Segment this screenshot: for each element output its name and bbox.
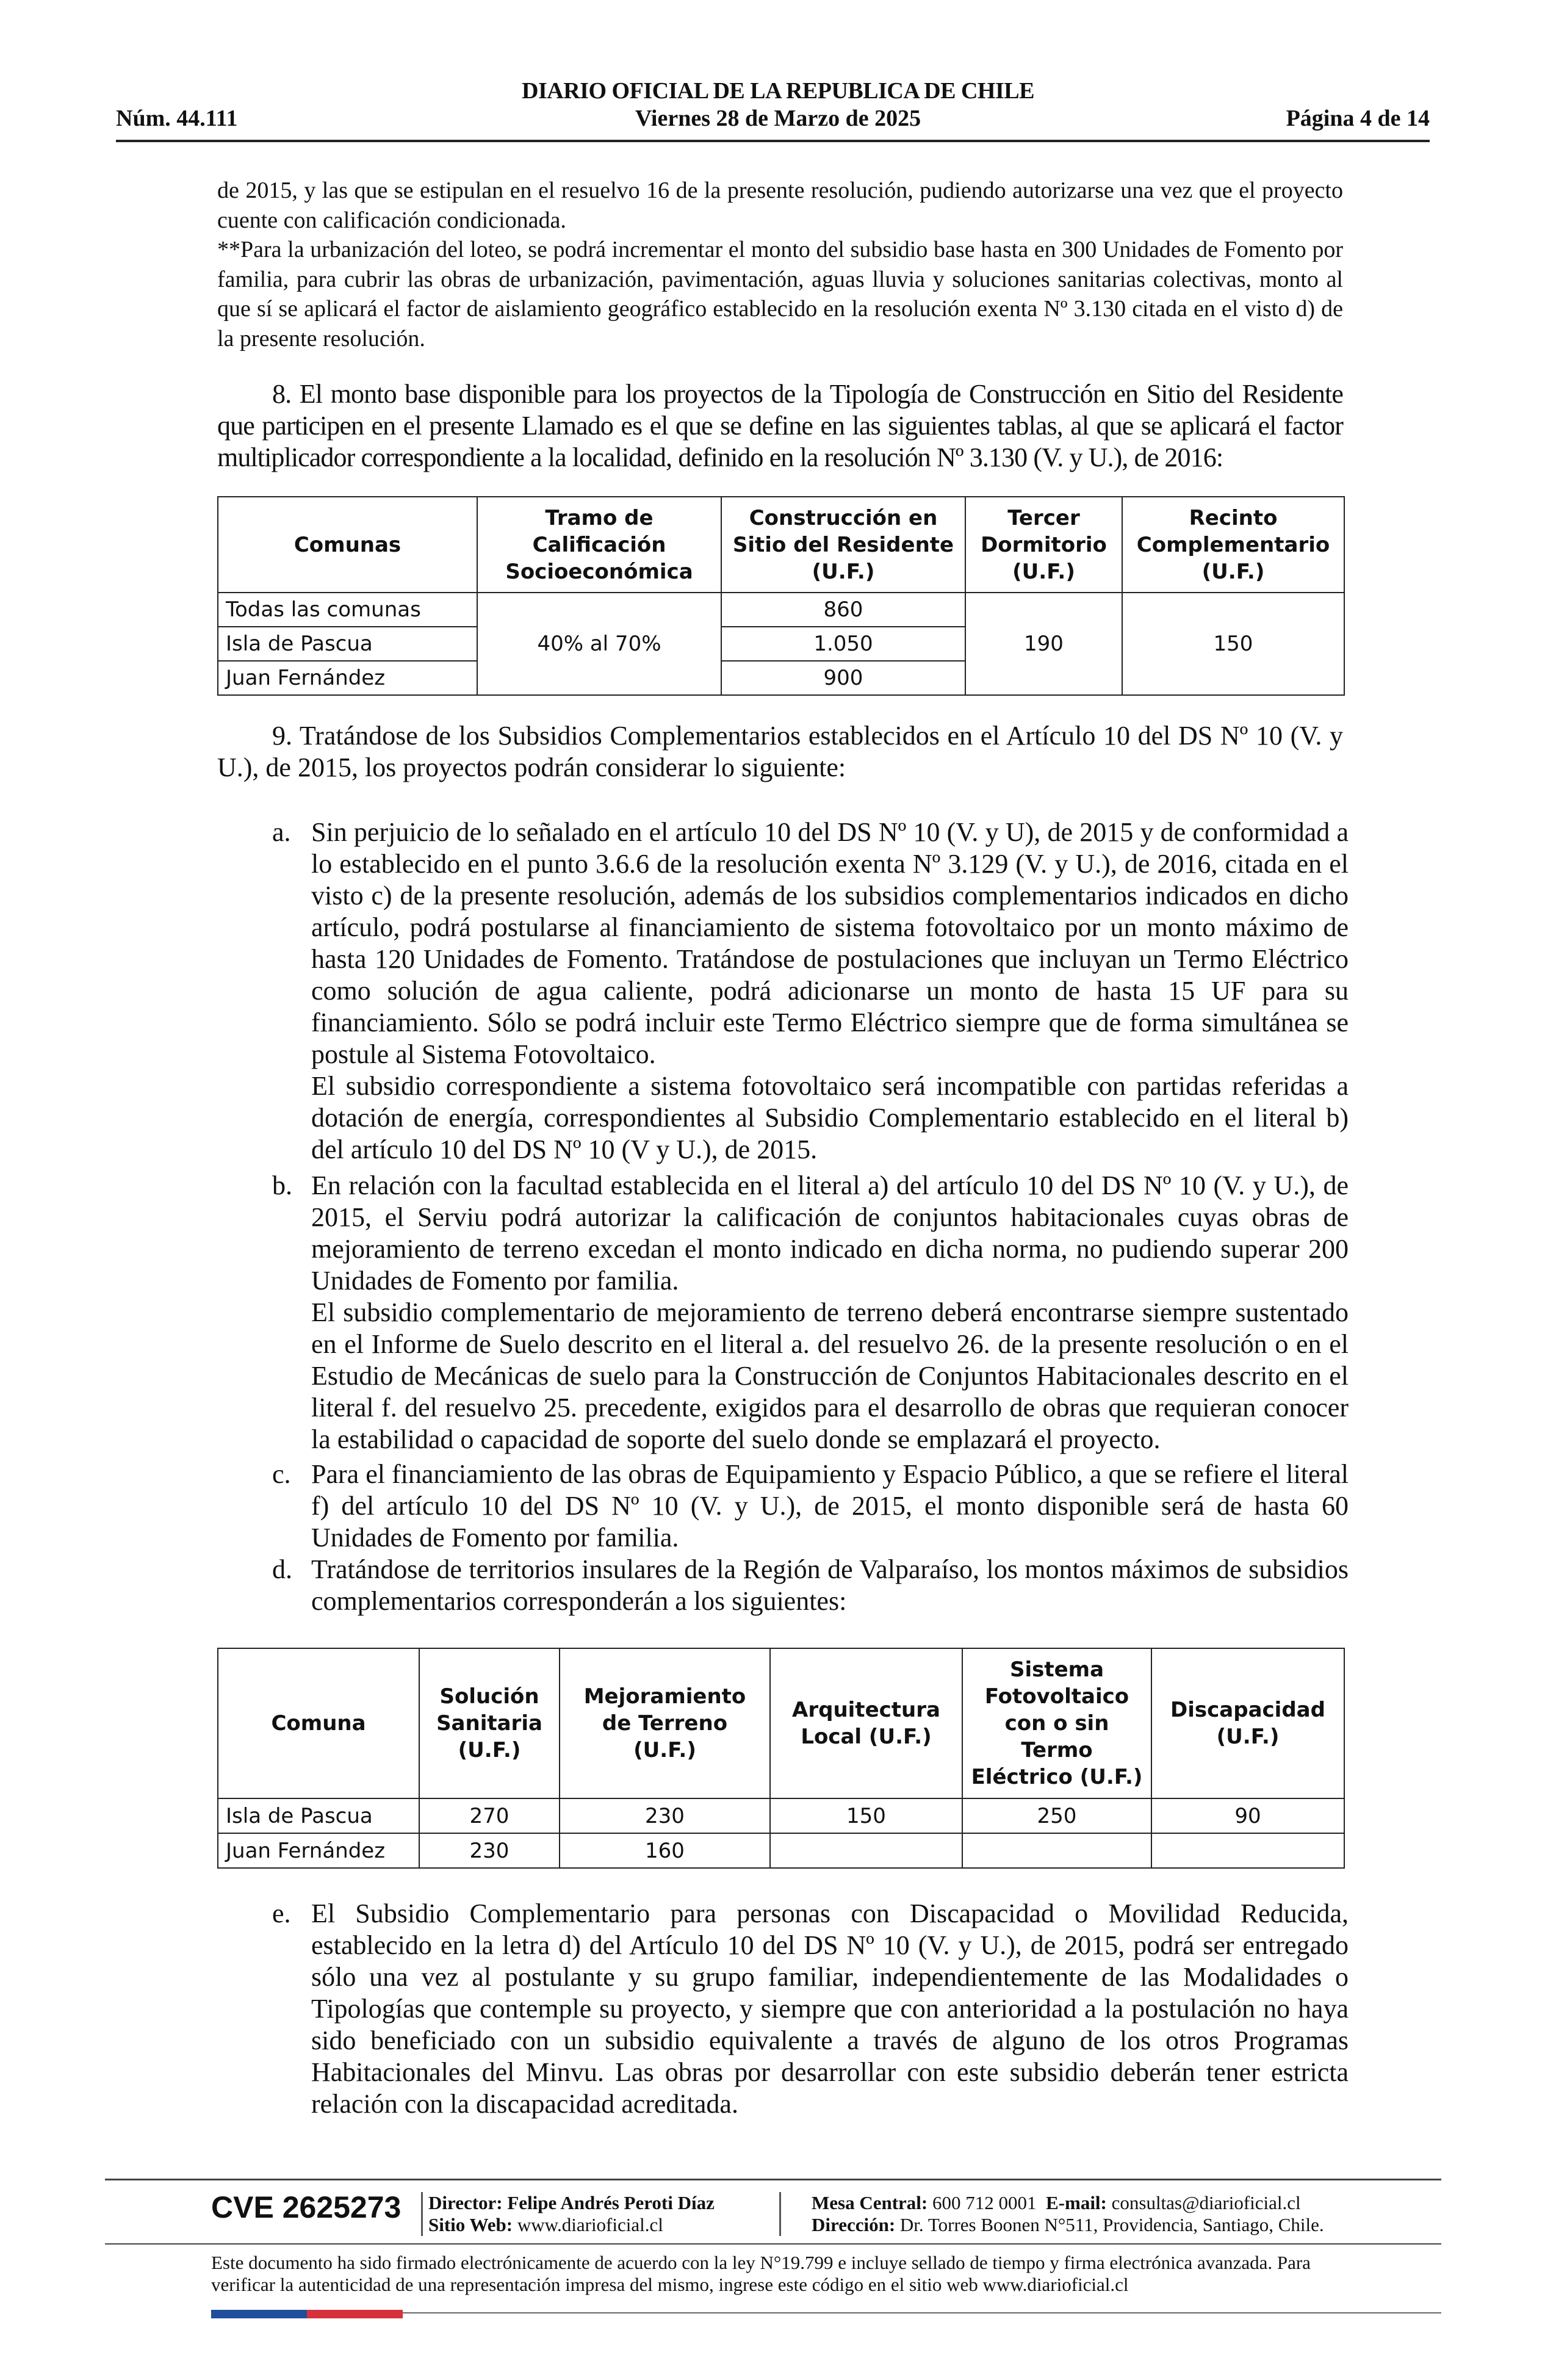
item-text: En relación con la facultad establecida en el literal a) del artículo 10 del DS Nº 10 (V. y U.), de 2015, el Serviu podrá autorizar la calificación de conjuntos habitacionales cuyas obras de mejoramiento de terreno excedan el monto indicado en dicha norma, no pudiendo superar 200 Unidades de Fomento por familia. xyxy=(311,1170,1349,1296)
legal-notice: Este documento ha sido firmado electrónicamente de acuerdo con la ley N°19.799 e incluye sellado de tiempo y firma electrónica avanzada. Para verificar la autenticidad de una representación impresa del mismo, ingrese este código en el sitio web www.diarioficial.cl xyxy=(211,2252,1311,2295)
cve-code: CVE 2625273 xyxy=(211,2190,402,2224)
gazette-number: Núm. 44.111 xyxy=(116,106,238,131)
col-header-comuna: Comuna xyxy=(218,1648,419,1798)
tramo-cell: 40% al 70% xyxy=(477,593,721,695)
gazette-title: DIARIO OFICIAL DE LA REPUBLICA DE CHILE xyxy=(522,78,1034,104)
col-header-fotovoltaico: Sistema Fotovoltaico con o sin Termo Eléctrico (U.F.) xyxy=(962,1648,1151,1798)
tercer-dormitorio-cell: 190 xyxy=(965,593,1122,695)
email-link[interactable]: consultas@diarioficial.cl xyxy=(1111,2192,1301,2213)
table-row xyxy=(218,1798,1344,1833)
director-label: Director: xyxy=(428,2192,503,2213)
item-text: El subsidio correspondiente a sistema fotovoltaico será incompatible con partidas referidas a dotación de energía, correspondientes al Subsidio Complementario establecido en el literal b) del artículo 10 del DS Nº 10 (V y U.), de 2015. xyxy=(311,1071,1349,1164)
gazette-date: Viernes 28 de Marzo de 2025 xyxy=(635,106,921,131)
item-label: d. xyxy=(272,1554,292,1584)
col-header-mejoramiento-terreno: Mejoramiento de Terreno (U.F.) xyxy=(560,1648,770,1798)
footer-director-block xyxy=(428,2192,715,2236)
item-text: El subsidio complementario de mejoramiento de terreno deberá encontrarse siempre sustentado en el Informe de Suelo descrito en el literal a. del resuelvo 26. de la presente resolución o en el Estudio de Mecánicas de suelo para la Construcción de Conjuntos Habitacionales descrito en el literal f. del resuelvo 25. precedente, exigidos para el desarrollo de obras que requieran conocer la estabilidad o capacidad de soporte del suelo donde se emplazará el proyecto. xyxy=(311,1297,1349,1454)
base-amount-table xyxy=(217,496,1345,696)
value-cell: 150 xyxy=(770,1798,962,1833)
value-cell xyxy=(1151,1833,1344,1868)
email-label: E-mail: xyxy=(1046,2192,1107,2213)
web-label: Sitio Web: xyxy=(428,2214,513,2235)
director-name: Felipe Andrés Peroti Díaz xyxy=(507,2192,715,2213)
col-header-discapacidad: Discapacidad (U.F.) xyxy=(1151,1648,1344,1798)
item-text: El Subsidio Complementario para personas con Discapacidad o Movilidad Reducida, establecido en la letra d) del Artículo 10 del DS Nº 10 (V. y U.), de 2015, podrá ser entregado sólo una vez al postulante y su grupo familiar, independientemente de las Modalidades o Tipologías que contemple su proyecto, y siempre que con anterioridad a la postulación no haya sido beneficiado con un subsidio equivalente a través de alguno de los otros Programas Habitacionales del Minvu. Las obras por desarrollar con este subsidio deberán tener estricta relación con la discapacidad acreditada. xyxy=(311,1899,1349,2119)
footer-separator xyxy=(421,2192,423,2236)
insular-subsidies-table xyxy=(217,1648,1345,1869)
col-header-comunas: Comunas xyxy=(218,497,477,593)
col-header-arquitectura-local: Arquitectura Local (U.F.) xyxy=(770,1648,962,1798)
table-row xyxy=(218,593,1344,627)
flag-bar-blue xyxy=(211,2310,307,2318)
flag-bar-red xyxy=(307,2310,403,2318)
comuna-cell: Todas las comunas xyxy=(218,593,477,627)
intro-paragraph xyxy=(217,176,1343,353)
item-label: c. xyxy=(272,1459,291,1489)
table-row xyxy=(218,1833,1344,1868)
col-header-tramo: Tramo de Calificación Socioeconómica xyxy=(477,497,721,593)
footer-contact-block xyxy=(812,2192,1324,2236)
value-cell xyxy=(770,1833,962,1868)
footer-bottom-rule xyxy=(403,2312,1441,2313)
footer-separator xyxy=(779,2192,781,2236)
recinto-cell: 150 xyxy=(1122,593,1344,695)
footer-divider xyxy=(105,2179,1441,2180)
footer-divider xyxy=(105,2243,1441,2245)
value-cell: 270 xyxy=(419,1798,560,1833)
item-text: Sin perjuicio de lo señalado en el artículo 10 del DS Nº 10 (V. y U), de 2015 y de conformidad a lo establecido en el punto 3.6.6 de la resolución exenta Nº 3.129 (V. y U.), de 2016, citada en el visto c) de la presente resolución, además de los subsidios complementarios indicados en dicho artículo, podrá postularse al financiamiento de sistema fotovoltaico por un monto máximo de hasta 120 Unidades de Fomento. Tratándose de postulaciones que incluyan un Termo Eléctrico como solución de agua caliente, podrá adicionarse un monto de hasta 15 UF para su financiamiento. Sólo se podrá incluir este Termo Eléctrico siempre que de forma simultánea se postule al Sistema Fotovoltaico. xyxy=(311,817,1349,1069)
col-header-tercer-dormitorio: Tercer Dormitorio (U.F.) xyxy=(965,497,1122,593)
col-header-solucion-sanitaria: Solución Sanitaria (U.F.) xyxy=(419,1648,560,1798)
item-text: Para el financiamiento de las obras de Equipamiento y Espacio Público, a que se refiere el literal f) del artículo 10 del DS Nº 10 (V. y U.), de 2015, el monto disponible será de hasta 60 Unidades de Fomento por familia. xyxy=(311,1459,1349,1552)
value-cell: 230 xyxy=(419,1833,560,1868)
monto-cell: 1.050 xyxy=(721,627,965,661)
monto-cell: 900 xyxy=(721,661,965,695)
header-divider xyxy=(116,140,1430,142)
intro-line-1: de 2015, y las que se estipulan en el resuelvo 16 de la presente resolución, pudiendo autorizarse una vez que el proyecto cuente con calificación condicionada. xyxy=(217,178,1343,233)
item-label: e. xyxy=(272,1899,291,1928)
value-cell: 160 xyxy=(560,1833,770,1868)
address-label: Dirección: xyxy=(812,2214,896,2235)
value-cell xyxy=(962,1833,1151,1868)
intro-line-2: **Para la urbanización del loteo, se podrá incrementar el monto del subsidio base hasta en 300 Unidades de Fomento por familia, para cubrir las obras de urbanización, pavimentación, aguas lluvia y soluciones sanitarias colectivas, monto al que sí se aplicará el factor de aislamiento geográfico establecido en la resolución exenta Nº 3.130 citada en el visto d) de la presente resolución. xyxy=(217,237,1343,352)
col-header-construccion: Construcción en Sitio del Residente (U.F.) xyxy=(721,497,965,593)
item-label: b. xyxy=(272,1170,292,1200)
comuna-cell: Juan Fernández xyxy=(218,661,477,695)
monto-cell: 860 xyxy=(721,593,965,627)
col-header-recinto: Recinto Complementario (U.F.) xyxy=(1122,497,1344,593)
paragraph-9: 9. Tratándose de los Subsidios Complementarios establecidos en el Artículo 10 del DS Nº 10 (V. y U.), de 2015, los proyectos podrán considerar lo siguiente: xyxy=(217,721,1343,782)
value-cell: 250 xyxy=(962,1798,1151,1833)
comuna-cell: Isla de Pascua xyxy=(218,627,477,661)
website-link[interactable]: www.diarioficial.cl xyxy=(517,2214,663,2235)
address: Dr. Torres Boonen N°511, Providencia, Santiago, Chile. xyxy=(899,2214,1324,2235)
mesa-label: Mesa Central: xyxy=(812,2192,928,2213)
comuna-cell: Isla de Pascua xyxy=(218,1798,419,1833)
value-cell: 230 xyxy=(560,1798,770,1833)
item-label: a. xyxy=(272,817,291,847)
value-cell: 90 xyxy=(1151,1798,1344,1833)
phone-number: 600 712 0001 xyxy=(932,2192,1037,2213)
paragraph-8: 8. El monto base disponible para los proyectos de la Tipología de Construcción en Sitio del Residente que participen en el presente Llamado es el que se define en las siguientes tablas, al que se aplicará el factor multiplicador correspondiente a la localidad, definido en la resolución Nº 3.130 (V. y U.), de 2016: xyxy=(217,379,1343,472)
item-text: Tratándose de territorios insulares de la Región de Valparaíso, los montos máximos de subsidios complementarios corresponderán a los siguientes: xyxy=(311,1554,1349,1616)
comuna-cell: Juan Fernández xyxy=(218,1833,419,1868)
page-indicator: Página 4 de 14 xyxy=(1286,106,1430,131)
